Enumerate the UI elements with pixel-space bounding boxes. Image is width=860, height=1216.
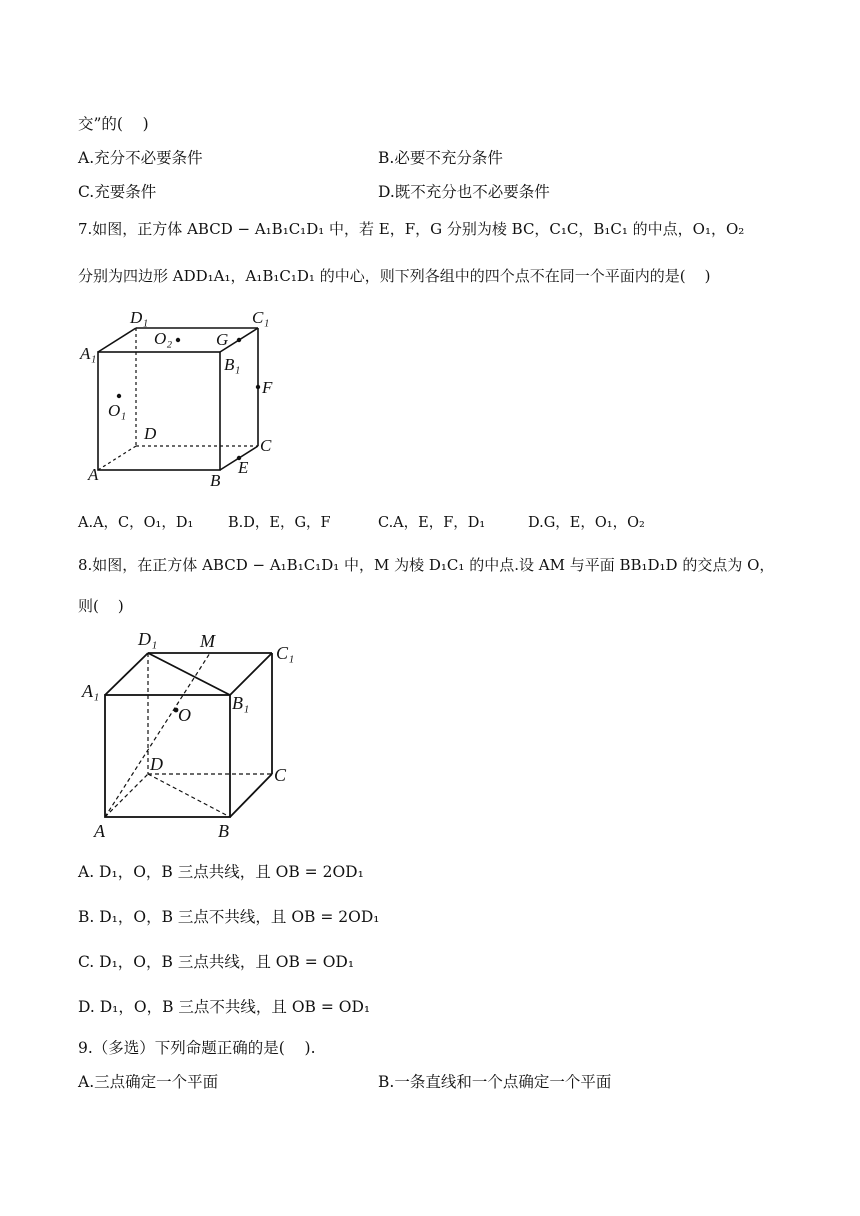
- label-o: O: [178, 705, 191, 725]
- label-d: D: [150, 754, 163, 774]
- q7-option-d: D.G，E，O₁，O₂: [528, 515, 645, 531]
- q7-option-a: A.A，C，O₁，D₁: [78, 515, 194, 531]
- label-b1: B₁: [224, 355, 241, 374]
- q8-stem-line1: 8.如图，在正方体 ABCD − A₁B₁C₁D₁ 中，M 为棱 D₁C₁ 的中点.设 AM 与平面 BB₁D₁D 的交点为 O，: [78, 556, 775, 574]
- q8-option-a: A. D₁，O，B 三点共线，且 OB = 2OD₁: [78, 863, 364, 881]
- q9-option-b: B.一条直线和一个点确定一个平面: [378, 1073, 612, 1091]
- label-d: D: [144, 424, 157, 443]
- label-c1: C₁: [276, 643, 295, 663]
- label-d1: D₁: [138, 629, 158, 649]
- q8-stem-line2: 则( ): [78, 597, 124, 615]
- q6-option-d: D.既不充分也不必要条件: [378, 183, 550, 201]
- q9-stem: 9.（多选）下列命题正确的是( ).: [78, 1039, 316, 1057]
- q8-cube-figure: [78, 625, 308, 845]
- q8-option-b: B. D₁，O，B 三点不共线，且 OB = 2OD₁: [78, 908, 380, 926]
- q7-option-b: B.D，E，G，F: [228, 515, 331, 531]
- label-a: A: [94, 821, 105, 841]
- q7-cube-figure: [78, 305, 288, 495]
- label-c: C: [274, 765, 287, 785]
- q6-option-c: C.充要条件: [78, 183, 157, 201]
- label-e: E: [238, 458, 249, 477]
- label-o2: O₂: [154, 329, 173, 348]
- label-a1: A₁: [82, 681, 100, 701]
- label-b1: B₁: [232, 693, 250, 713]
- label-c: C: [260, 436, 272, 455]
- label-m: M: [200, 631, 215, 651]
- q6-option-a: A.充分不必要条件: [78, 149, 203, 167]
- q6-stem-tail: 交”的( ): [78, 115, 149, 133]
- label-b: B: [210, 471, 221, 490]
- q8-option-d: D. D₁，O，B 三点不共线，且 OB = OD₁: [78, 998, 371, 1016]
- q7-stem-line2: 分别为四边形 ADD₁A₁，A₁B₁C₁D₁ 的中心，则下列各组中的四个点不在同一个平面内的是( ): [78, 267, 711, 285]
- label-o1: O₁: [108, 401, 127, 420]
- q7-option-c: C.A，E，F，D₁: [378, 515, 486, 531]
- label-g: G: [216, 330, 229, 349]
- label-d1: D₁: [130, 308, 149, 327]
- label-f: F: [262, 378, 273, 397]
- label-b: B: [218, 821, 229, 841]
- label-a: A: [88, 465, 99, 484]
- q7-stem-line1: 7.如图，正方体 ABCD − A₁B₁C₁D₁ 中，若 E，F，G 分别为棱 BC，C₁C，B₁C₁ 的中点，O₁，O₂: [78, 220, 745, 238]
- q9-option-a: A.三点确定一个平面: [78, 1073, 219, 1091]
- q8-option-c: C. D₁，O，B 三点共线，且 OB = OD₁: [78, 953, 355, 971]
- label-a1: A₁: [80, 344, 97, 363]
- label-c1: C₁: [252, 308, 270, 327]
- q6-option-b: B.必要不充分条件: [378, 149, 503, 167]
